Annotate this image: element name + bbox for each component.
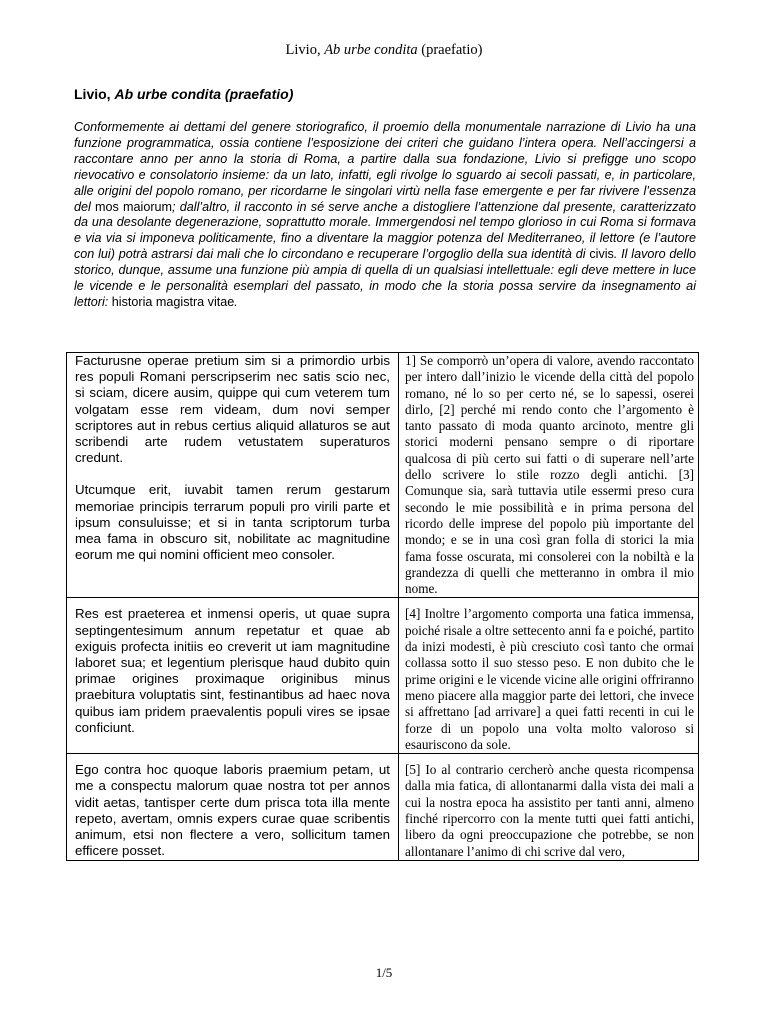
- intro-term-mos-maiorum: mos maiorum: [95, 199, 173, 214]
- intro-text-1: Conformemente ai dettami del genere storiografico, il proemio della monumentale narrazione di Livio ha una funzione programmatica, ossia contiene l’esposizione dei criteri che guidano l’intera opera. Nell’accingersi a raccontare anno per anno la storia di Roma, a partire dalla sua fondazione, Livio si prefigge uno scopo rievocativo e consolatorio insieme: da un lato, infatti, egli rivolge lo sguardo ai secoli passati, e, in particolare, alle origini del popolo romano, per ricordarne le singolari virtù nella fase emergente e per far rivivere l’essenza del: [74, 120, 696, 214]
- intro-text-4: .: [234, 294, 238, 309]
- latin-paragraph: Ego contra hoc quoque laboris praemium petam, ut me a conspectu malorum quae nostra tot per annos vidit aetas, tantisper certe dum prisca tota illa mente repeto, avertam, omnis expers curae quae scribentis animum, etsi non flectere a vero, sollicitum tamen efficere posset.: [75, 762, 390, 859]
- table-row: [67, 754, 699, 861]
- intro-paragraph: [74, 120, 696, 311]
- parallel-text-table: [66, 352, 699, 861]
- latin-cell: [67, 353, 399, 598]
- intro-term-civis: civis: [589, 247, 614, 262]
- intro-term-historia: historia magistra vitae: [111, 294, 235, 309]
- title-author: Livio,: [74, 86, 115, 102]
- header-section: (praefatio): [417, 42, 483, 58]
- running-header: [0, 42, 768, 59]
- header-author: Livio,: [285, 42, 325, 58]
- page-number: 1/5: [375, 965, 393, 980]
- document-title: [74, 86, 293, 102]
- table-row: [67, 598, 699, 754]
- title-work: Ab urbe condita (praefatio): [114, 86, 294, 102]
- intro-text-3: . Il lavoro dello storico, dunque, assume una funzione più ampia di quella di un qualsiasi intellettuale: egli deve mettere in luce le vicende e le personalità esemplari del passato, in modo che la storia possa servire da insegnamento ai lettori:: [74, 247, 697, 309]
- latin-cell: [67, 754, 399, 861]
- italian-cell: [399, 353, 699, 598]
- italian-cell: [399, 598, 699, 754]
- table-row: [67, 353, 699, 598]
- italian-paragraph: 1] Se comporrò un’opera di valore, avendo raccontato per intero dall’inizio le vicende della città del popolo romano, né lo so per certo né, se lo sapessi, oserei dirlo, [2] perché mi rendo conto che l’argomento è tanto passato di moda quanto arcinoto, mentre gli storici moderni pensano sempre o di riportare qualcosa di più certo sui fatti o di superare nell’arte dello scrivere lo stile rozzo degli antichi. [3] Comunque sia, sarà tuttavia utile essermi preso cura secondo le mie possibilità e in prima persona del ricordo delle imprese del popolo più importante del mondo; e se in una così gran folla di storici la mia fama fosse oscurata, mi consolerei con la nobiltà e la grandezza di quelli che metteranno in ombra il mio nome.: [405, 353, 694, 597]
- latin-paragraph: Facturusne operae pretium sim si a primordio urbis res populi Romani perscripserim nec satis scio nec, si sciam, dicere ausim, quippe qui cum veterem tum volgatam esse rem videam, dum novi semper scriptores aut in rebus certius aliquid allaturos se aut scribendi arte rudem vetustatem superaturos credunt.: [75, 353, 390, 466]
- italian-cell: [399, 754, 699, 861]
- header-work: Ab urbe condita: [324, 42, 418, 58]
- latin-paragraph: Utcumque erit, iuvabit tamen rerum gestarum memoriae principis terrarum populi pro virili parte et ipsum consuluisse; et si in tanta scriptorum turba mea fama in obscuro sit, nobilitate ac magnitudine eorum me qui nomini officient meo consoler.: [75, 482, 390, 563]
- latin-paragraph: Res est praeterea et inmensi operis, ut quae supra septingentesimum annum repetatur et quae ab exiguis profecta initiis eo creverit ut iam magnitudine laboret sua; et legentium plerisque haud dubito quin primae origines proximaque originibus minus praebitura voluptatis sint, festinantibus ad haec nova quibus iam pridem praevalentis populi vires se ipsae conficiunt.: [75, 606, 390, 735]
- italian-paragraph: [4] Inoltre l’argomento comporta una fatica immensa, poiché risale a oltre settecento anni fa e poiché, partito da inizi modesti, è più cresciuto così tanto che ormai collassa sotto il suo stesso peso. E non dubito che le prime origini e le vicende vicine alle origini offriranno meno piacere alla maggior parte dei lettori, che invece si affrettano [ad arrivare] a quei fatti recenti in cui le forze di un popolo una volta molto valoroso si esauriscono da sole.: [405, 606, 694, 752]
- latin-cell: [67, 598, 399, 754]
- intro-text-2: ; dall’altro, il racconto in sé serve anche a distogliere l’attenzione dal presente, caratterizzato da una desolante degenerazione, soprattutto morale. Immergendosi nel tempo glorioso in cui Roma si formava e via via si imponeva politicamente, fino a diventare la maggior potenza del Mediterraneo, il lettore (e l’autore con lui) potrà astrarsi dai mali che lo circondano e recuperare l’orgoglio della sua identità di: [74, 199, 696, 262]
- italian-paragraph: [5] Io al contrario cercherò anche questa ricompensa dalla mia fatica, di allontanarmi dalla vista dei mali a cui la nostra epoca ha assistito per tanti anni, almeno finché ripercorro con la mente tutti quei fatti antichi, libero da ogni preoccupazione che potrebbe, se non allontanare l’animo di chi scrive dal vero,: [405, 762, 694, 859]
